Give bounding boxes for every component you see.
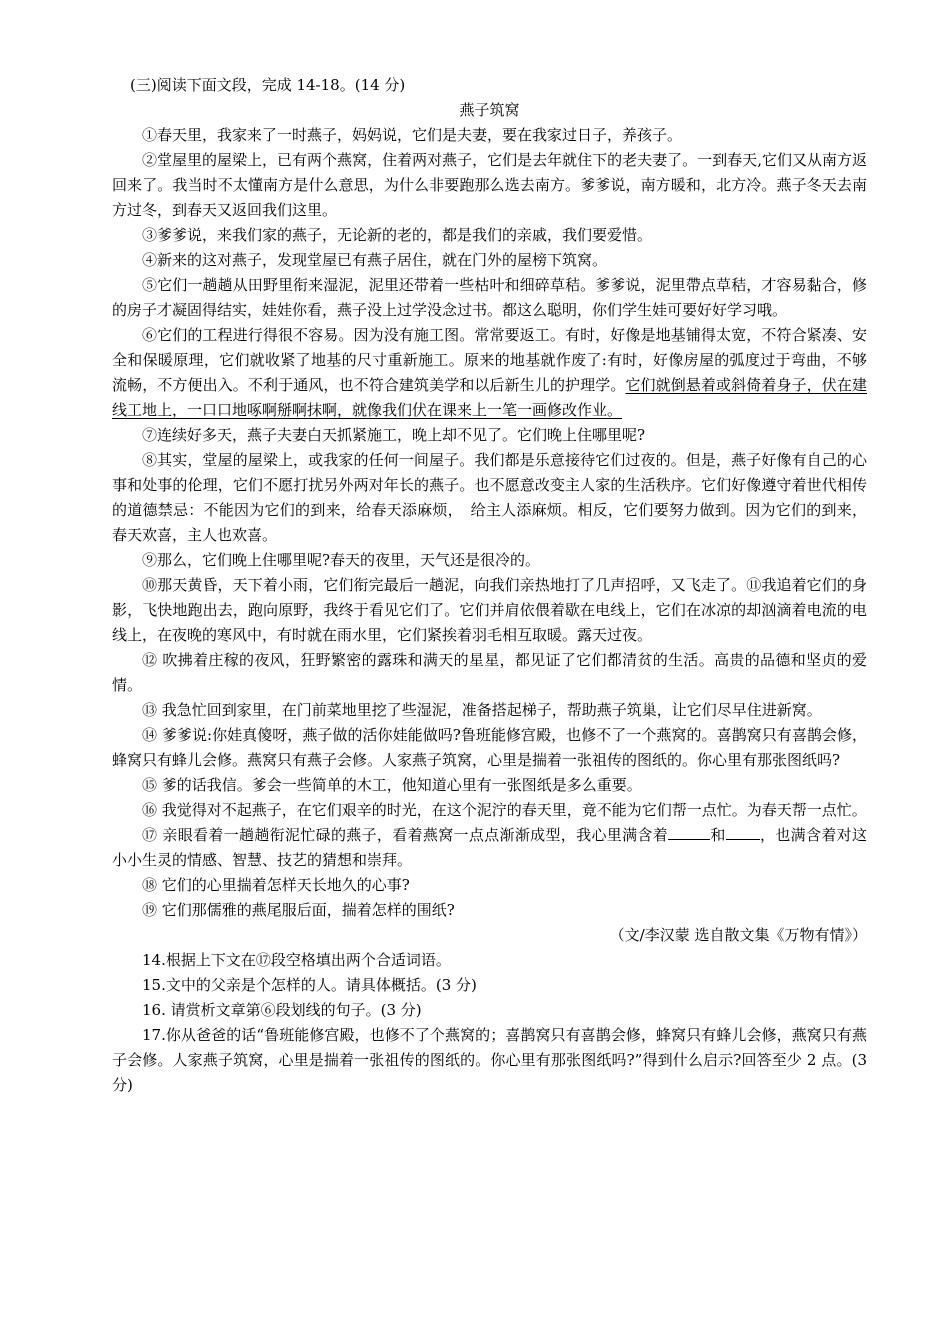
source-attribution: （文/李汉蒙 选自散文集《万物有情》） bbox=[609, 926, 867, 944]
paragraph-17-middle: 和 bbox=[710, 826, 726, 844]
paragraph-14: ⑭ 爹爹说:你娃真傻呀，燕子做的活你娃能做吗?鲁班能修宫殿，也修不了一个燕窝的。喜鹊窝只有喜鹊会修，蜂窝只有蜂儿会修。燕窝只有燕子会修。人家燕子筑窝，心里是揣着一张祖传的图纸的。你心里有那张图纸吗? bbox=[112, 726, 867, 769]
paragraph-17 bbox=[112, 823, 867, 873]
question-17: 17.你从爸爸的话“鲁班能修宫殿，也修不了个燕窝的；喜鹊窝只有喜鹊会修，蜂窝只有蜂儿会修，燕窝只有燕子会修。人家燕子筑窝，心里是揣着一张祖传的图纸的。你心里有那张图纸吗?”得到什么启示?回答至少 2 点。(3 分) bbox=[112, 1026, 867, 1094]
paragraph-12: ⑫ 吹拂着庄稼的夜风，狂野繁密的露珠和满天的星星，都见证了它们都清贫的生活。高贵的品德和坚贞的爱情。 bbox=[112, 651, 867, 694]
paragraph-1: ①春天里，我家来了一时燕子，妈妈说，它们是夫妻，要在我家过日子，养孩子。 bbox=[142, 126, 683, 144]
paragraph-5: ⑤它们一趟趟从田野里衔来湿泥，泥里还带着一些枯叶和细碎草秸。爹爹说，泥里帶点草秸，才容易黏合，修的房子才凝固得结实，娃娃你看，燕子没上过学没念过书。都这么聪明，你们学生娃可要好好学习哦。 bbox=[112, 276, 867, 319]
paragraph-8: ⑧其实，堂屋的屋梁上，或我家的任何一间屋子。我们都是乐意接待它们过夜的。但是，燕子好像有自己的心事和处事的伦理，它们不愿打扰另外两对年长的燕子。也不愿意改变主人家的生活秩序。它们好像遵守着世代相传的道德禁忌：不能因为它们的到来，给春天添麻烦， 给主人添麻烦。相反，它们要努力做到。因为它们的到来，春天欢喜，主人也欢喜。 bbox=[112, 451, 867, 544]
paragraph-15: ⑮ 爹的话我信。爹会一些简单的木工，他知道心里有一张图纸是多么重要。 bbox=[142, 776, 642, 794]
paragraph-4: ④新来的这对燕子，发现堂屋已有燕子居住，就在门外的屋榜下筑窝。 bbox=[142, 251, 608, 269]
paragraph-19: ⑲ 它们那儒雅的燕尾服后面，揣着怎样的围纸? bbox=[142, 901, 455, 919]
paragraph-2: ②堂屋里的屋梁上，已有两个燕窝，住着两对燕子，它们是去年就住下的老夫妻了。一到春天,它们又从南方返回来了。我当时不太懂南方是什么意思，为什么非要跑那么选去南方。爹爹说，南方暖和，北方冷。燕子冬天去南方过冬，到春天又返回我们这里。 bbox=[112, 151, 867, 219]
paragraph-9: ⑨那么，它们晚上住哪里呢?春天的夜里，天气还是很冷的。 bbox=[142, 551, 541, 569]
section-title: (三)阅读下面文段，完成 14-18。(14 分) bbox=[130, 76, 406, 94]
question-16: 16. 请赏析文章第⑥段划线的句子。(3 分) bbox=[142, 1001, 422, 1019]
paragraph-10: ⑩那天黄昏，天下着小雨，它们衔完最后一趟泥，向我们亲热地打了几声招呼，又飞走了。⑪我追着它们的身影，飞快地跑出去，跑向原野，我终于看见它们了。它们并肩依偎着歇在电线上，它们在冰凉的却汹滴着电流的电线上，在夜晚的寒风中，有时就在雨水里，它们紧挨着羽毛相互取暖。露天过夜。 bbox=[112, 576, 867, 644]
question-14: 14.根据上下文在⑰段空格填出两个合适词语。 bbox=[142, 951, 451, 969]
paragraph-6 bbox=[112, 323, 867, 423]
paragraph-3: ③爹爹说，来我们家的燕子，无论新的老的，都是我们的亲戚，我们要爱惜。 bbox=[142, 226, 653, 244]
paragraph-6-underlined-sentence: 它们就倒悬着或斜倚着身子，伏在建线工地上，一口口地啄啊掰啊抹啊，就像我们伏在课来上一笔一画修改作业。 bbox=[112, 376, 867, 419]
paragraph-7: ⑦连续好多天，燕子夫妻白天抓紧施工，晚上却不见了。它们晚上住哪里呢? bbox=[142, 426, 646, 444]
document-content bbox=[112, 73, 867, 1098]
fill-blank-2 bbox=[726, 825, 760, 840]
question-15: 15.文中的父亲是个怎样的人。请具体概括。(3 分) bbox=[142, 976, 477, 994]
paragraph-6-text: ⑥它们的工程进行得很不容易。因为没有施工图。常常要返工。有时，好像是地基铺得太宽，不符合紧凑、安全和保暖原理，它们就收紧了地基的尺寸重新施工。原来的地基就作废了:有时，好像房屋的弧度过于弯曲，不够流畅，不方便出入。不利于通风，也不符合建筑美学和以后新生儿的护理学。 bbox=[112, 326, 867, 394]
paragraph-16: ⑯ 我觉得对不起燕子，在它们艰辛的时光，在这个泥泞的春天里，竟不能为它们帮一点忙。为春天帮一点忙。 bbox=[142, 801, 867, 819]
paragraph-17-after: ，也满含着对这小小生灵的情感、智慧、技艺的猜想和崇拜。 bbox=[112, 826, 867, 869]
paragraph-17-before: ⑰ 亲眼看着一趟趟衔泥忙碌的燕子，看着燕窝一点点渐渐成型，我心里满含着 bbox=[142, 826, 669, 844]
article-title: 燕子筑窝 bbox=[459, 101, 520, 119]
paragraph-13: ⑬ 我急忙回到家里，在门前菜地里挖了些湿泥，准备搭起梯子，帮助燕子筑巢，让它们尽早住进新窝。 bbox=[142, 701, 822, 719]
fill-blank-1 bbox=[668, 825, 710, 840]
paragraph-18: ⑱ 它们的心里揣着怎样天长地久的心事? bbox=[142, 876, 410, 894]
